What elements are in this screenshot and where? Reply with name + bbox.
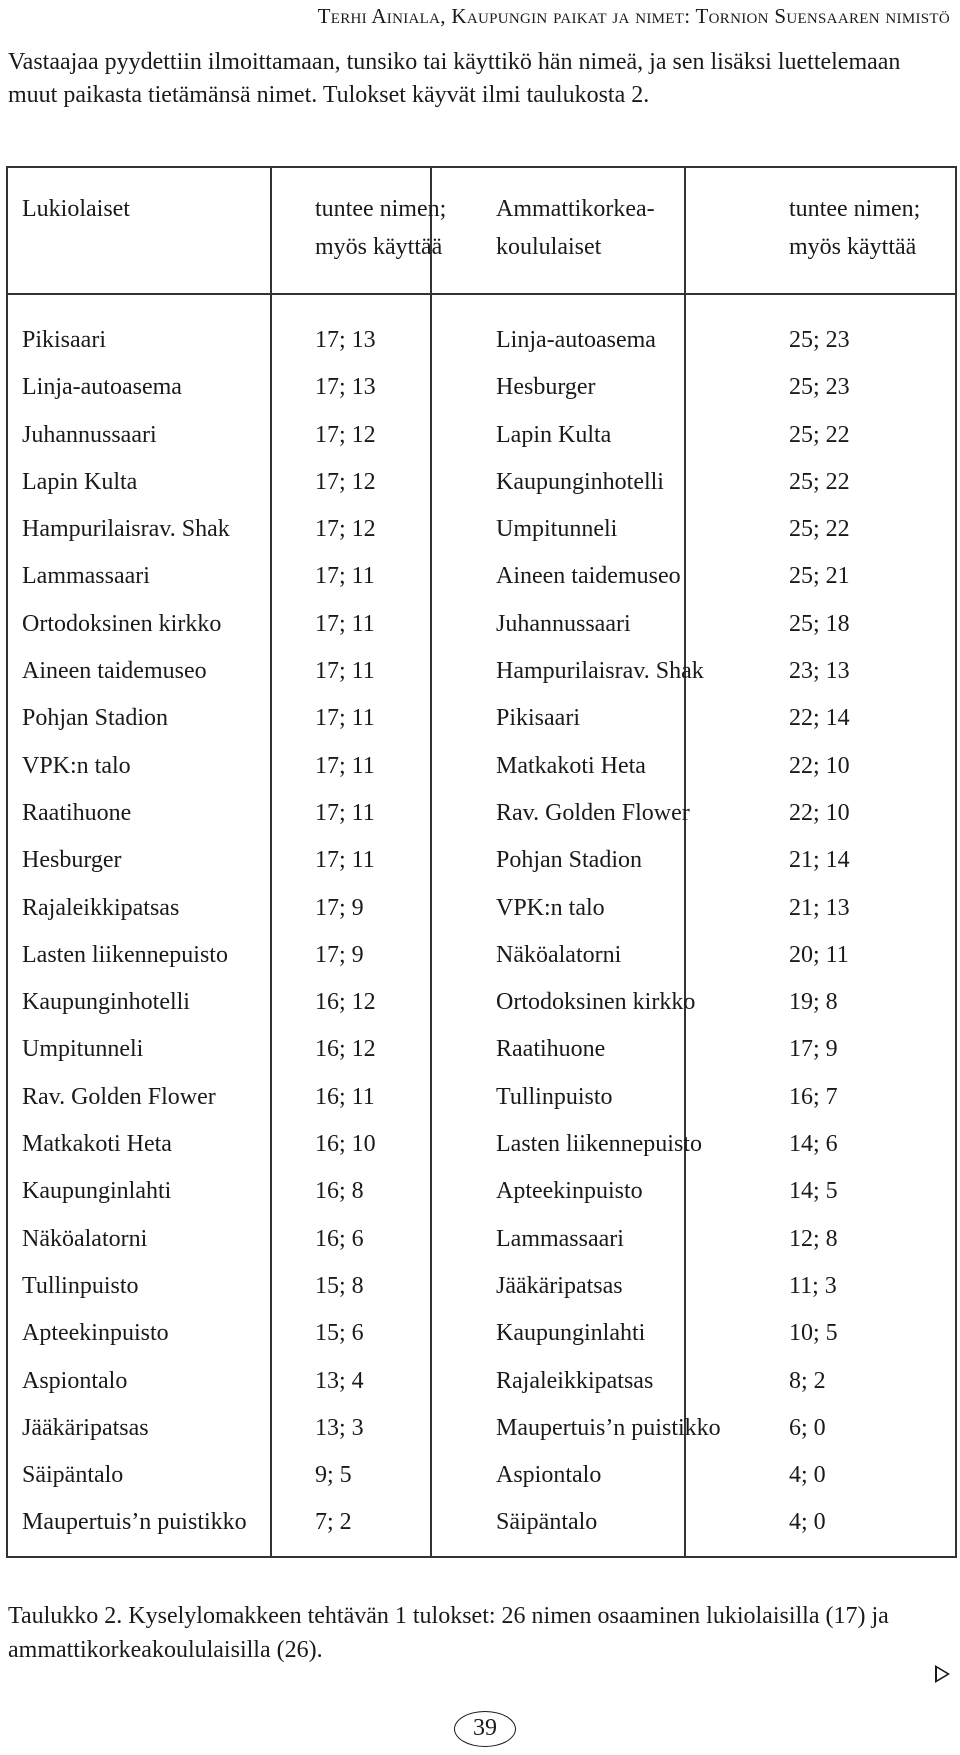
lukio-place-name: Lapin Kulta xyxy=(22,468,138,495)
table-row xyxy=(8,364,955,411)
lukio-count: 16; 8 xyxy=(315,1178,364,1205)
header-line: koululaiset xyxy=(496,234,602,260)
lukio-count: 15; 8 xyxy=(315,1272,364,1299)
lukio-count: 17; 12 xyxy=(315,468,376,495)
amk-count: 21; 14 xyxy=(789,847,850,874)
amk-place-name: Aineen taidemuseo xyxy=(496,563,681,590)
lukio-place-name: Aineen taidemuseo xyxy=(22,658,207,685)
amk-place-name: Rajaleikkipatsas xyxy=(496,1367,654,1394)
lukio-place-name: Lasten liikennepuisto xyxy=(22,941,228,968)
lukio-place-name: Hesburger xyxy=(22,847,122,874)
amk-place-name: Pikisaari xyxy=(496,705,580,732)
amk-place-name: Aspiontalo xyxy=(496,1462,602,1489)
running-header: Terhi Ainiala, Kaupungin paikat ja nimet: Tornion Suensaaren nimistö xyxy=(317,4,950,28)
table-row xyxy=(8,317,955,364)
lukio-place-name: Hampurilaisrav. Shak xyxy=(22,516,230,543)
amk-count: 25; 23 xyxy=(789,374,850,401)
lukio-place-name: Juhannussaari xyxy=(22,421,157,448)
table-row xyxy=(8,648,955,695)
amk-place-name: Lasten liikennepuisto xyxy=(496,1131,702,1158)
amk-count: 23; 13 xyxy=(789,658,850,685)
amk-place-name: Näköalatorni xyxy=(496,941,622,968)
lukio-count: 17; 11 xyxy=(315,563,375,590)
amk-count: 14; 5 xyxy=(789,1178,838,1205)
amk-place-name: Apteekinpuisto xyxy=(496,1178,643,1205)
header-line: myös käyttää xyxy=(789,234,917,260)
lukio-place-name: Rav. Golden Flower xyxy=(22,1083,216,1110)
amk-count: 22; 10 xyxy=(789,799,850,826)
lukio-place-name: Säipäntalo xyxy=(22,1462,124,1489)
amk-place-name: Pohjan Stadion xyxy=(496,847,643,874)
lukio-count: 7; 2 xyxy=(315,1509,352,1536)
lukio-place-name: Raatihuone xyxy=(22,799,132,826)
table-row xyxy=(8,1121,955,1168)
amk-count: 20; 11 xyxy=(789,941,849,968)
lukio-place-name: Näköalatorni xyxy=(22,1225,148,1252)
table-row xyxy=(8,1405,955,1452)
table-row xyxy=(8,1026,955,1073)
amk-count: 25; 23 xyxy=(789,327,850,353)
lukio-count: 17; 9 xyxy=(315,941,364,968)
header-lukiolaiset-label: Lukiolaiset xyxy=(22,196,130,222)
lukio-count: 17; 13 xyxy=(315,374,376,401)
amk-count: 4; 0 xyxy=(789,1509,826,1536)
lukio-place-name: VPK:n talo xyxy=(22,752,131,779)
header-lukiolaiset xyxy=(22,190,130,228)
table-row xyxy=(8,1074,955,1121)
lukio-count: 16; 11 xyxy=(315,1083,375,1110)
table-row xyxy=(8,743,955,790)
lukio-count: 13; 4 xyxy=(315,1367,364,1394)
header-line: myös käyttää xyxy=(315,234,443,260)
amk-place-name: Umpitunneli xyxy=(496,516,618,543)
amk-place-name: Linja-autoasema xyxy=(496,327,656,353)
table-row xyxy=(8,695,955,742)
triangle-right-outline-icon xyxy=(935,1665,950,1683)
lukio-count: 17; 11 xyxy=(315,658,375,685)
amk-count: 4; 0 xyxy=(789,1462,826,1489)
lukio-place-name: Maupertuis’n puistikko xyxy=(22,1509,247,1536)
amk-count: 25; 22 xyxy=(789,468,850,495)
lukio-place-name: Pikisaari xyxy=(22,327,106,353)
amk-count: 11; 3 xyxy=(789,1272,837,1299)
amk-place-name: Kaupunginlahti xyxy=(496,1320,646,1347)
amk-count: 12; 8 xyxy=(789,1225,838,1252)
lukio-count: 9; 5 xyxy=(315,1462,352,1489)
table-caption: Taulukko 2. Kyselylomakkeen tehtävän 1 tulokset: 26 nimen osaaminen lukiolaisilla (17) ja ammattikorkeakoululaisilla (26). xyxy=(8,1603,889,1663)
amk-place-name: Matkakoti Heta xyxy=(496,752,646,779)
amk-count: 14; 6 xyxy=(789,1131,838,1158)
header-amk-values xyxy=(789,190,920,266)
table-row xyxy=(8,885,955,932)
lukio-count: 17; 11 xyxy=(315,752,375,779)
lukio-place-name: Aspiontalo xyxy=(22,1367,128,1394)
header-line: tuntee nimen; xyxy=(789,196,921,222)
table-row xyxy=(8,979,955,1026)
table-row xyxy=(8,1216,955,1263)
lukio-place-name: Umpitunneli xyxy=(22,1036,144,1063)
amk-place-name: Säipäntalo xyxy=(496,1509,598,1536)
table-row xyxy=(8,601,955,648)
lukio-count: 16; 12 xyxy=(315,989,376,1016)
amk-place-name: Tullinpuisto xyxy=(496,1083,613,1110)
lukio-count: 17; 11 xyxy=(315,610,375,637)
table-row xyxy=(8,1452,955,1499)
amk-place-name: Jääkäripatsas xyxy=(496,1272,623,1299)
table-row xyxy=(8,932,955,979)
header-line: Ammattikorkea- xyxy=(496,196,655,222)
lukio-count: 17; 9 xyxy=(315,894,364,921)
lukio-place-name: Rajaleikkipatsas xyxy=(22,894,180,921)
lukio-count: 16; 10 xyxy=(315,1131,376,1158)
amk-place-name: Lapin Kulta xyxy=(496,421,612,448)
table-row xyxy=(8,1358,955,1405)
amk-place-name: Hampurilaisrav. Shak xyxy=(496,658,704,685)
table-row xyxy=(8,1263,955,1310)
lukio-place-name: Kaupunginhotelli xyxy=(22,989,190,1016)
amk-count: 22; 10 xyxy=(789,752,850,779)
lukio-count: 17; 13 xyxy=(315,327,376,353)
header-divider xyxy=(8,293,955,295)
amk-count: 25; 22 xyxy=(789,421,850,448)
lukio-count: 17; 12 xyxy=(315,516,376,543)
amk-count: 22; 14 xyxy=(789,705,850,732)
amk-place-name: Maupertuis’n puistikko xyxy=(496,1414,721,1441)
table-row xyxy=(8,1310,955,1357)
lukio-place-name: Apteekinpuisto xyxy=(22,1320,169,1347)
lukio-place-name: Ortodoksinen kirkko xyxy=(22,610,222,637)
table-row xyxy=(8,1168,955,1215)
amk-place-name: Rav. Golden Flower xyxy=(496,799,690,826)
page-number: 39 xyxy=(454,1711,516,1747)
amk-count: 19; 8 xyxy=(789,989,838,1016)
amk-count: 16; 7 xyxy=(789,1083,838,1110)
table-row xyxy=(8,790,955,837)
results-table xyxy=(6,166,957,1558)
table-row xyxy=(8,459,955,506)
table-row xyxy=(8,1499,955,1546)
lukio-place-name: Jääkäripatsas xyxy=(22,1414,149,1441)
amk-count: 21; 13 xyxy=(789,894,850,921)
amk-count: 6; 0 xyxy=(789,1414,826,1441)
amk-place-name: Hesburger xyxy=(496,374,596,401)
amk-place-name: Raatihuone xyxy=(496,1036,606,1063)
intro-paragraph: Vastaajaa pyydettiin ilmoittamaan, tunsiko tai käyttikö hän nimeä, ja sen lisäksi luettelemaan muut paikasta tietämänsä nimet. Tulokset käyvät ilmi taulukosta 2. xyxy=(8,49,901,108)
amk-count: 25; 22 xyxy=(789,516,850,543)
lukio-count: 16; 6 xyxy=(315,1225,364,1252)
header-line: tuntee nimen; xyxy=(315,196,447,222)
table-row xyxy=(8,553,955,600)
lukio-count: 15; 6 xyxy=(315,1320,364,1347)
amk-place-name: Juhannussaari xyxy=(496,610,631,637)
lukio-place-name: Pohjan Stadion xyxy=(22,705,169,732)
lukio-count: 17; 11 xyxy=(315,847,375,874)
lukio-place-name: Kaupunginlahti xyxy=(22,1178,172,1205)
table-body xyxy=(8,317,955,1547)
amk-place-name: VPK:n talo xyxy=(496,894,605,921)
table-row xyxy=(8,506,955,553)
amk-count: 8; 2 xyxy=(789,1367,826,1394)
lukio-place-name: Lammassaari xyxy=(22,563,150,590)
table-row xyxy=(8,837,955,884)
lukio-count: 17; 11 xyxy=(315,799,375,826)
lukio-place-name: Linja-autoasema xyxy=(22,374,182,401)
lukio-count: 16; 12 xyxy=(315,1036,376,1063)
table-row xyxy=(8,412,955,459)
amk-count: 25; 18 xyxy=(789,610,850,637)
amk-count: 25; 21 xyxy=(789,563,850,590)
amk-count: 17; 9 xyxy=(789,1036,838,1063)
lukio-place-name: Matkakoti Heta xyxy=(22,1131,172,1158)
lukio-count: 17; 12 xyxy=(315,421,376,448)
lukio-place-name: Tullinpuisto xyxy=(22,1272,139,1299)
amk-place-name: Ortodoksinen kirkko xyxy=(496,989,696,1016)
amk-place-name: Lammassaari xyxy=(496,1225,624,1252)
header-amk xyxy=(496,190,655,266)
amk-place-name: Kaupunginhotelli xyxy=(496,468,664,495)
header-lukio-values xyxy=(315,190,446,266)
lukio-count: 17; 11 xyxy=(315,705,375,732)
amk-count: 10; 5 xyxy=(789,1320,838,1347)
lukio-count: 13; 3 xyxy=(315,1414,364,1441)
